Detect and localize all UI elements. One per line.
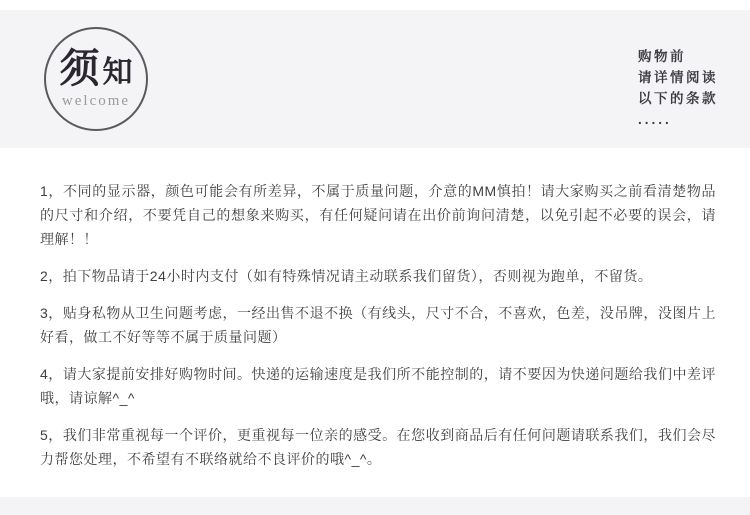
notice-line-1: 购物前	[638, 49, 686, 64]
term-item-2: 2，拍下物品请于24小时内支付（如有特殊情况请主动联系我们留货），否则视为跑单，不留货。	[40, 268, 653, 284]
term-item-3: 3，贴身私物从卫生问题考虑，一经出售不退不换（有线头，尺寸不合，不喜欢，色差，没吊牌，没图片上好看，做工不好等等不属于质量问题）	[40, 305, 716, 345]
pre-purchase-notice	[638, 46, 718, 130]
footer-band	[0, 497, 750, 515]
header-band	[0, 10, 750, 148]
badge-title: 须知	[59, 46, 136, 91]
notice-badge-circle	[44, 27, 148, 131]
term-item-5: 5，我们非常重视每一个评价，更重视每一位亲的感受。在您收到商品后有任何问题请联系我们，我们会尽力帮您处理，不希望有不联络就给不良评价的哦^_^。	[40, 427, 716, 467]
badge-subtitle: welcome	[61, 92, 131, 109]
term-item-4: 4，请大家提前安排好购物时间。快递的运输速度是我们所不能控制的，请不要因为快递问题给我们中差评哦，请谅解^_^	[40, 366, 716, 406]
notice-ellipsis: .....	[638, 112, 672, 127]
notice-line-2: 请详情阅读	[638, 70, 718, 85]
terms-list	[40, 179, 716, 484]
term-item-1: 1，不同的显示器，颜色可能会有所差异，不属于质量问题，介意的MM慎拍！请大家购买之前看清楚物品的尺寸和介绍，不要凭自己的想象来购买，有任何疑问请在出价前询问清楚，以免引起不必要的误会，请理解！！	[40, 183, 716, 247]
notice-line-3: 以下的条款	[638, 91, 718, 106]
